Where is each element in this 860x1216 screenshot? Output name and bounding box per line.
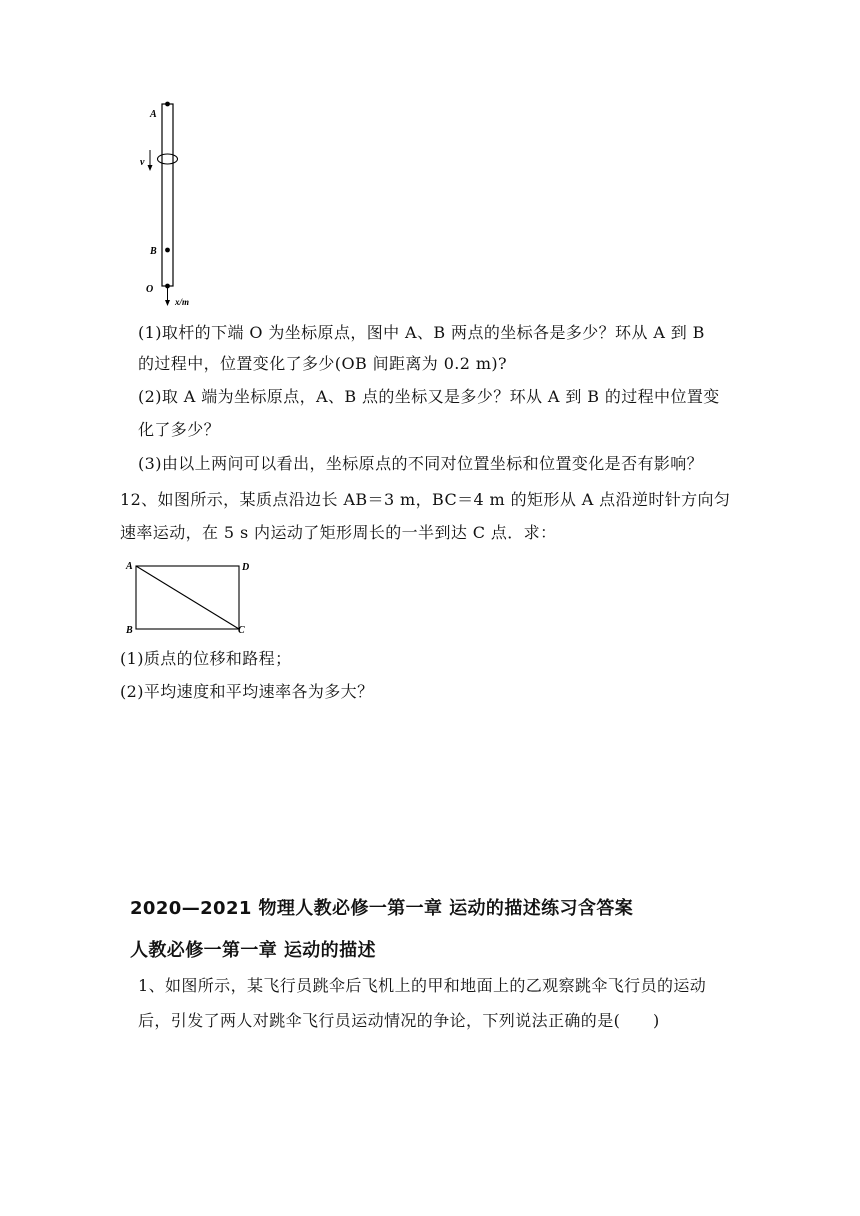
q11-part3: (3)由以上两问可以看出，坐标原点的不同对位置坐标和位置变化是否有影响？ — [138, 454, 704, 473]
rod-label-b: B — [150, 246, 157, 257]
q12-line2: 速率运动，在 5 s 内运动了矩形周长的一半到达 C 点．求： — [120, 523, 557, 542]
point-a — [165, 102, 170, 107]
x-axis-arrow-head — [165, 300, 170, 306]
section-subtitle: 人教必修一第一章 运动的描述 — [130, 940, 376, 961]
rod-label-o: O — [146, 284, 154, 295]
point-b — [165, 248, 170, 253]
q11-part2-line2: 化了多少？ — [138, 420, 221, 439]
rod-label-a: A — [150, 109, 157, 120]
ring — [158, 154, 178, 164]
q11-part1-line1: (1)取杆的下端 O 为坐标原点，图中 A、B 两点的坐标各是多少？环从 A 到 B — [138, 323, 705, 342]
section-title: 2020—2021 物理人教必修一第一章 运动的描述练习含答案 — [130, 898, 634, 919]
q12-line1: 12、如图所示，某质点沿边长 AB＝3 m，BC＝4 m 的矩形从 A 点沿逆时针方向匀 — [120, 490, 731, 509]
q11-part1-line2: 的过程中，位置变化了多少(OB 间距离为 0.2 m)? — [138, 354, 508, 373]
q1-line2: 后，引发了两人对跳伞飞行员运动情况的争论，下列说法正确的是( ) — [138, 1011, 660, 1030]
rod-figure — [130, 95, 210, 310]
rect-label-d: D — [242, 562, 250, 573]
q12-part1: (1)质点的位移和路程； — [120, 649, 292, 668]
rect-label-c: C — [238, 625, 245, 636]
rod-label-v: v — [140, 157, 145, 168]
rod — [162, 104, 173, 286]
point-o — [165, 284, 170, 289]
q1-line1: 1、如图所示，某飞行员跳伞后飞机上的甲和地面上的乙观察跳伞飞行员的运动 — [138, 976, 707, 995]
rect-label-b: B — [126, 625, 133, 636]
q11-part2-line1: (2)取 A 端为坐标原点，A、B 点的坐标又是多少？环从 A 到 B 的过程中位置变 — [138, 387, 720, 406]
diagonal-ac — [136, 566, 239, 629]
q12-part2: (2)平均速度和平均速率各为多大？ — [120, 682, 374, 701]
rectangle-figure — [122, 558, 262, 638]
velocity-arrow-head — [148, 165, 153, 171]
rect-label-a: A — [126, 561, 133, 572]
rod-axis-label: x/m — [175, 297, 190, 307]
